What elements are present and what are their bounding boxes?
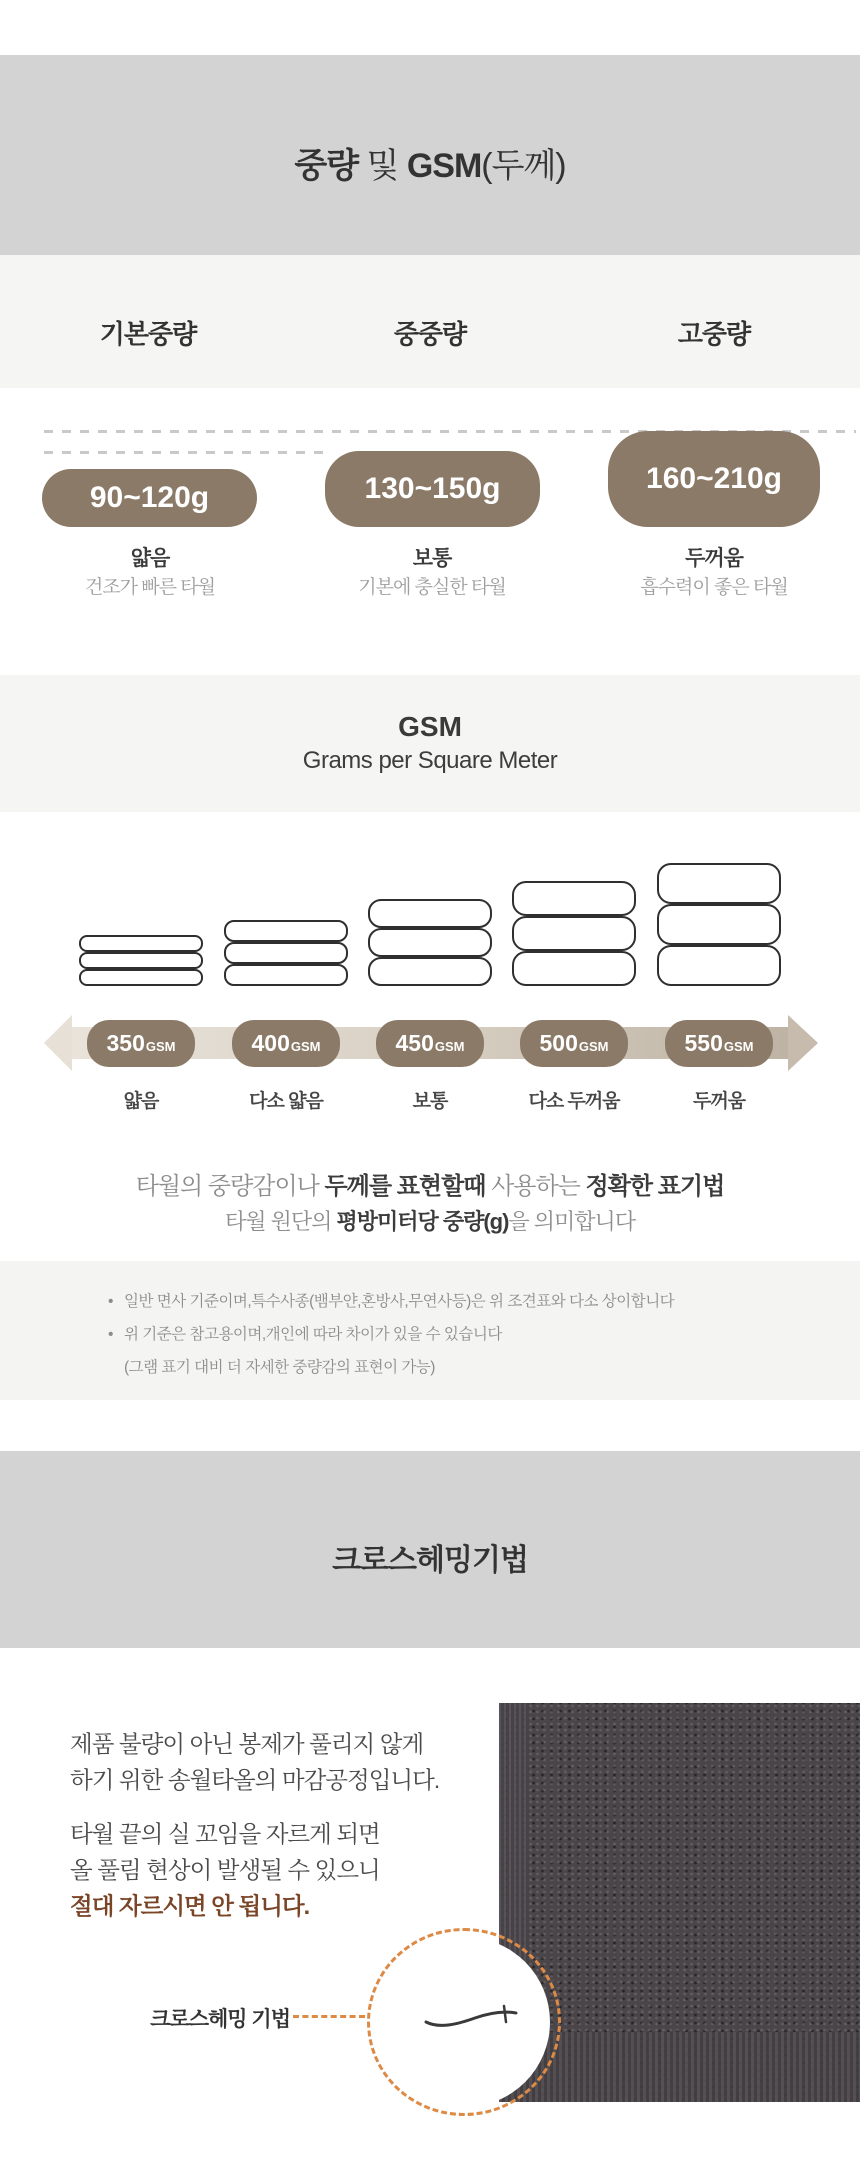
callout-label: 크로스헤밍 기법 [150, 2008, 290, 2031]
hemming-paragraph-2 [70, 1816, 380, 1924]
weight-badge-basic: 90~120g [42, 469, 257, 527]
note-item [108, 1318, 788, 1351]
folded-towel [224, 964, 348, 986]
gsm-scale-label: 다소 두꺼움 [528, 1091, 620, 1112]
gsm-subheadline [0, 1205, 860, 1236]
folded-towel [512, 951, 636, 986]
towel-stack-500gsm [512, 881, 636, 986]
gsm-pill-unit: GSM [290, 1038, 321, 1054]
hemming-para1-line1: 제품 불량이 아닌 봉제가 풀리지 않게 [70, 1731, 424, 1757]
gsm-pill-value: 450 [395, 1030, 434, 1056]
weight-label-basic: 얇음 [130, 547, 170, 570]
weight-label-medium: 보통 [412, 547, 452, 570]
title-part: 중량 [294, 147, 359, 185]
hemming-warning-text: 절대 자르시면 안 됩니다. [70, 1893, 310, 1919]
scale-arrow-right-icon [788, 1015, 818, 1071]
folded-towel [79, 935, 203, 952]
hemming-para2-line2: 올 풀림 현상이 발생될 수 있으니 [70, 1857, 380, 1883]
headline-part: 사용하는 [491, 1173, 586, 1200]
weight-desc-heavy: 흡수력이 좋은 타월 [640, 577, 788, 598]
towel-stack-550gsm [657, 863, 781, 986]
weight-label-heavy: 두꺼움 [685, 547, 743, 570]
folded-towel [79, 969, 203, 986]
scale-arrow-left-icon [44, 1015, 72, 1071]
gsm-notes-box [0, 1261, 860, 1400]
folded-towel [512, 916, 636, 951]
folded-towel [657, 945, 781, 986]
guide-dash-line-lower [44, 451, 330, 454]
gsm-scale-label: 보통 [412, 1091, 448, 1112]
folded-towel [512, 881, 636, 916]
towel-stack-350gsm [79, 935, 203, 986]
weight-desc-medium: 기본에 충실한 타월 [358, 577, 506, 598]
headline-part: 두께를 표현할때 [324, 1173, 492, 1200]
gsm-pill-value: 350 [106, 1030, 145, 1056]
gsm-subtitle: Grams per Square Meter [302, 747, 558, 774]
bullet-icon: • [108, 1326, 113, 1343]
folded-towel [657, 904, 781, 945]
weight-desc-basic: 건조가 빠른 타월 [84, 577, 216, 598]
gsm-pill-550 [665, 1020, 773, 1067]
gsm-pill-value: 400 [251, 1030, 290, 1056]
gsm-pill-400 [232, 1020, 340, 1067]
gsm-pill-500 [520, 1020, 628, 1067]
headline-part: 정확한 표기법 [585, 1173, 725, 1200]
title-part: GSM [406, 147, 482, 185]
towel-stack-400gsm [224, 920, 348, 986]
gsm-scale-label: 다소 얇음 [249, 1091, 323, 1112]
gsm-pill-value: 500 [539, 1030, 578, 1056]
gsm-pill-450 [376, 1020, 484, 1067]
folded-towel [368, 899, 492, 928]
column-header-basic: 기본중량 [99, 319, 197, 349]
note-item [108, 1285, 788, 1318]
loose-thread-illustration [420, 1998, 520, 2038]
note-text: 위 기준은 참고용이며,개인에 따라 차이가 있을 수 있습니다 [124, 1326, 502, 1343]
gsm-scale-label: 얇음 [123, 1091, 159, 1112]
subheadline-part: 타월 원단의 [224, 1209, 337, 1234]
note-sub-text: (그램 표기 대비 더 자세한 중량감의 표현이 가능) [124, 1359, 435, 1376]
hemming-paragraph-1 [70, 1726, 439, 1798]
hemming-para2-line1: 타월 끝의 실 꼬임을 자르게 되면 [70, 1821, 380, 1847]
towel-stack-450gsm [368, 899, 492, 986]
weight-badge-medium: 130~150g [325, 451, 540, 527]
headline-part: 타월의 중량감이나 [135, 1173, 325, 1200]
note-text: 일반 면사 기준이며,특수사종(뱀부얀,혼방사,무연사등)은 위 조견표와 다소 상이합니다 [124, 1293, 675, 1310]
hemming-para1-line2: 하기 위한 송월타올의 마감공정입니다. [70, 1767, 440, 1793]
gsm-title: GSM [398, 711, 462, 742]
bullet-icon: • [108, 1293, 113, 1310]
gsm-pill-unit: GSM [578, 1038, 609, 1054]
subheadline-part: 평방미터당 중량(g) [336, 1209, 509, 1234]
folded-towel [224, 942, 348, 964]
gsm-headline [0, 1166, 860, 1201]
gsm-title-band [0, 675, 860, 812]
title-part: (두께) [481, 147, 566, 185]
weight-section-title [0, 138, 860, 187]
column-header-heavy: 고중량 [677, 319, 751, 349]
weight-badge-heavy: 160~210g [608, 431, 820, 527]
gsm-pill-value: 550 [684, 1030, 723, 1056]
folded-towel [224, 920, 348, 942]
folded-towel [79, 952, 203, 969]
gsm-scale-label: 두꺼움 [692, 1091, 746, 1112]
subheadline-part: 을 의미합니다 [508, 1209, 636, 1234]
gsm-pill-350 [87, 1020, 195, 1067]
gsm-pill-unit: GSM [723, 1038, 754, 1054]
gsm-pill-unit: GSM [434, 1038, 465, 1054]
hemming-section-title: 크로스헤밍기법 [332, 1544, 528, 1577]
callout-connector-dashes [293, 2015, 365, 2018]
column-header-medium: 중중량 [393, 319, 467, 349]
folded-towel [368, 957, 492, 986]
title-part: 및 [358, 147, 407, 185]
gsm-pill-unit: GSM [145, 1038, 176, 1054]
note-sub-item [108, 1351, 788, 1384]
folded-towel [657, 863, 781, 904]
folded-towel [368, 928, 492, 957]
